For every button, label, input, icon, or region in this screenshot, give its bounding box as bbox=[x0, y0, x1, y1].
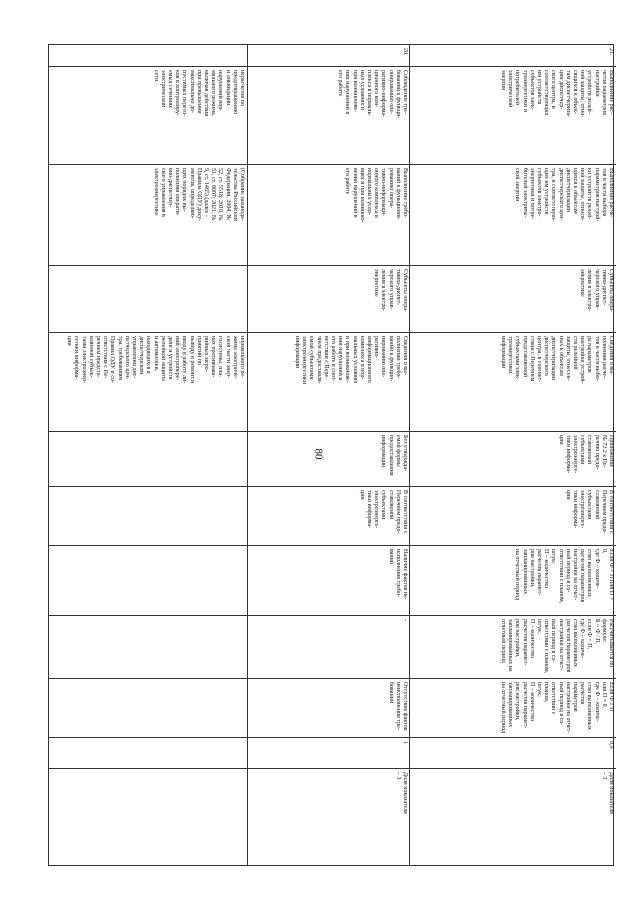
table-cell-absence bbox=[248, 678, 410, 737]
cell-text: Доля показателя – 3 bbox=[394, 772, 408, 815]
cell-text: нерасчетов по предотвращению и ликвидации нарушений нор- мального режима, включая действия при превышении максимально до- пустимых перето- ков в контролиру- емых сечениях электрической сети bbox=[152, 70, 245, 117]
table-cell-source bbox=[410, 486, 616, 545]
table-cell-subject bbox=[49, 265, 247, 332]
table-cell-basis bbox=[410, 164, 616, 265]
cell-text: Доля показателя – 3 bbox=[600, 772, 614, 815]
cell-text: Выполнение рас- четов параметров настройки устройств релей- ной защиты, отно- сящихся к объек- там диспетчериза- ции диспетчер- ского центра, и соответствующих им устройств субъектов элек- троэнергетики и потребителей электрической энергии bbox=[499, 70, 614, 118]
cell-text: Если Ф ≥ П или П = 0, где Ф – количе- ство выполненных расчетов параметров настройки на отчет- ный период в со- ответствии с планом, штук; П – количество расчетов парамет- ров настройки, запланированных на отчетный период bbox=[499, 681, 614, 734]
cell-text: 0,9 bbox=[608, 741, 614, 749]
table-cell-basis bbox=[49, 164, 247, 265]
document-table bbox=[48, 44, 614, 866]
cell-text: 20. bbox=[402, 48, 408, 56]
table-cell-note bbox=[248, 768, 410, 867]
table-cell-name bbox=[410, 66, 616, 164]
cell-text: нормального ре- жима электриче- ской части энер- госистемы, пла- нах противоава- рийных меро- приятий по выводу в ремонт и вводу в работу ли- ний электропере- дачи и устройств релейной защиты и автоматики, находящихся в диспетчерском управлении дис- петчерского цен- тра, требованиям Правил ОДУ и со- ответствия с Пе- речнем предста- вляемой субъек- тами электроэнер- гетики информа- ции bbox=[66, 335, 245, 384]
table-cell-note bbox=[410, 768, 616, 867]
table-cell-source bbox=[248, 486, 410, 545]
table-cell-absence bbox=[410, 678, 616, 737]
table-cell-num bbox=[49, 45, 247, 66]
cell-text: 1 bbox=[402, 741, 408, 745]
table-row bbox=[247, 45, 410, 865]
cell-text: Сведения о вы- полнении расче- тов в части выбо- ра параметров настройки устрой- ств релейной защиты, отнесен- ных к объектам диспетчеризации диспетчерского центра, в соответ- ствии с Перечнем представляемой субъектами элек- троэнергетики информации bbox=[499, 335, 614, 384]
cell-text: Рассчитывается по формуле: Б = Ф / П, если Ф < П, где Ф – количе- ство выполненных расчетов параметров настройки на отчет- ный период в со- ответствии с планом, штук; П – количество расчетов парамет- ров настройки, запланированных на отчетный период bbox=[499, 619, 614, 674]
cell-text: Приложение № 72.2 к Пе- речню предо- ставляемой субъектами электроэнерге- тики информа- ции bbox=[557, 434, 614, 473]
page-number: 80 bbox=[312, 448, 325, 460]
table-cell-subject bbox=[410, 265, 616, 332]
table-cell-name bbox=[49, 66, 247, 164]
cell-text: Субъекты опера- тивно-диспет- черского управ- ления в электро- энергетике bbox=[373, 269, 408, 313]
cell-text: Сведения о вы- полнении требо- ваний к функцио- нированию опе- ративно- информационного комплекса в нор- мальных условиях и при возникнове- нии нарушений в его работе в соот- ветствии с Пере- чнем предоставля- емой субъектами электроэнергетики информации bbox=[293, 335, 408, 385]
cell-text: Если Ф < П или П > 0, где Ф – количе- ство выполненных расчетов параметров настройки на отчет- ный период в со- ответствии с планом, штук; П – количество расчетов парамет- ров настройки, запланированных на отчетный период bbox=[514, 548, 614, 603]
cell-text: 21. bbox=[608, 48, 614, 56]
table-cell-check bbox=[248, 332, 410, 431]
cell-text: Наличие фактов не- исполнения требо- ваний bbox=[387, 548, 408, 600]
table-cell-check bbox=[410, 332, 616, 431]
cell-text: Без утвержда- емой формы предоставления информации bbox=[380, 434, 408, 476]
table-cell-info bbox=[248, 431, 410, 486]
table-cell-subject bbox=[248, 265, 410, 332]
cell-text: Соблюдение тре- бований к функци- онированию опе- ративно-информа- ционного ком- плекса в нормаль- ных условиях и при возникнове- нии нарушений в его работе bbox=[337, 70, 408, 119]
table-cell-source bbox=[49, 486, 247, 545]
table-cell-formula bbox=[410, 615, 616, 677]
table-cell-name bbox=[248, 66, 410, 164]
table-cell-num bbox=[410, 45, 616, 66]
table-cell-weight bbox=[49, 737, 247, 768]
cell-text: Субъекты опера- тивно-диспет- черского управ- ления в электро- энергетике bbox=[579, 269, 614, 313]
cell-text: Выполнение расче- тов в части выбора параметров настрой- ки устройств релей- ной защиты, относя- щихся к объектам диспетчеризации диспетчерского цен- тра, и соответствую- щих им устройств субъектов электро- энергетики и потре- бителей электриче- ской энергии bbox=[514, 168, 614, 222]
table-cell-violation bbox=[410, 545, 616, 616]
cell-text: Отсутствие фактов неисполнения тре- бований bbox=[387, 681, 408, 731]
table-cell-weight bbox=[248, 737, 410, 768]
cell-text: Выполнение требо- ваний к функциони- рованию опера- тивно-информаци- онного комплекса в нормальных усло- виях и при возникно- вении нарушений в его работе bbox=[344, 168, 408, 223]
table-cell-num bbox=[248, 45, 410, 66]
cell-text: В соответствии с Перечнем предо- ставляемой субъектами электроэнерге- тики информа- ции bbox=[358, 489, 408, 534]
table-cell-weight bbox=[410, 737, 616, 768]
cell-text: (Собрание законода- тельства Российской Федерации, 2004, № 52, ст. 5518; 2018, № 51, ст. 8007; 2021, № 9, ст. 1465) (далее - Правила ОДУ) доку- ментов, определяю- щих порядок вы- полнения операти- вно-диспетчер- ского управления в электроэнергетике bbox=[152, 168, 245, 222]
table-cell-check bbox=[49, 332, 247, 431]
table-cell-violation bbox=[248, 545, 410, 616]
table-cell-note bbox=[49, 768, 247, 867]
table-cell-basis bbox=[248, 164, 410, 265]
table-cell-info bbox=[410, 431, 616, 486]
table-row bbox=[409, 45, 616, 865]
cell-text: В соответствии с Перечнем предо- ставляемой субъектами электроэнерге- тики информа- ции bbox=[564, 489, 614, 534]
table-cell-violation bbox=[49, 545, 247, 616]
table-cell-absence bbox=[49, 678, 247, 737]
cell-text: - bbox=[402, 619, 408, 622]
table-cell-info bbox=[49, 431, 247, 486]
table-cell-formula bbox=[49, 615, 247, 677]
table-cell-formula bbox=[248, 615, 410, 677]
table-row bbox=[49, 45, 247, 865]
